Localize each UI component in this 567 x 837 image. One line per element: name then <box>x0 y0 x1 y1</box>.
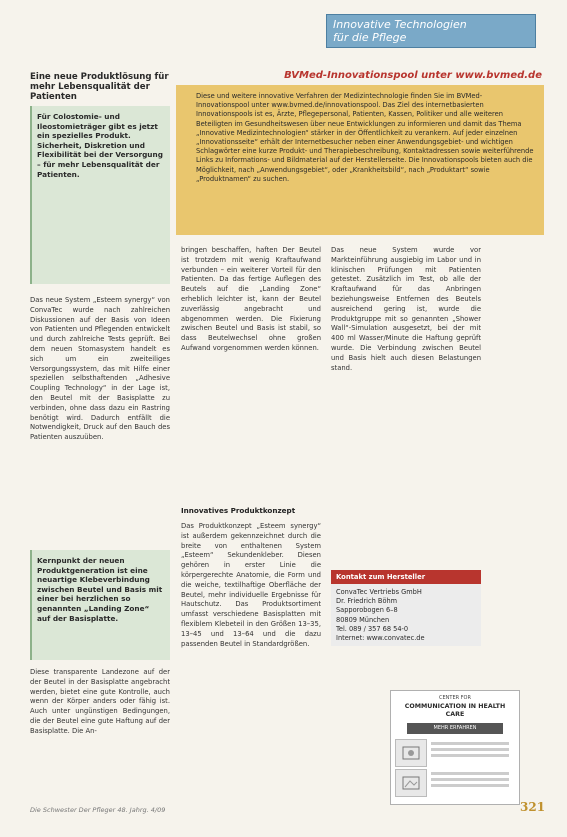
ad-row <box>395 769 515 797</box>
contact-line: 80809 München <box>336 615 390 624</box>
ad-row <box>395 739 515 767</box>
column-2-text: bringen beschaffen, haften Der Beutel ist trotzdem mit wenig Kraftaufwand verbunden – ein weiterer Vorteil für den Patienten. Da das fertige Auflegen des Beutels auf die „Landing Zone“ erheblich leichter ist, kann der Beutel zuverlässig angebracht und abgenommen werden. Die Fixierung zwischen Beutel und Basis ist stabil, so dass Beutelwechsel ohne großen Aufwand vorgenommen werden können. <box>181 246 321 352</box>
masthead-line-2: für die Pflege <box>333 31 407 44</box>
lead-box: Für Colostomie- und Ileostomieträger gibt es jetzt ein spezielles Produkt. Sicherheit, Diskretion und Flexibilität bei der Versorgung – für mehr Lebensqualität der Patienten. <box>30 106 170 284</box>
contact-line: Tel. 089 / 357 68 54-0 <box>336 624 409 633</box>
column-3-text: Das neue System wurde vor Markteinführung ausgiebig im Labor und in klinischen Prüfungen mit Patienten getestet. Zusätzlich im Test, ob alle der Kraftaufwand für das Anbringen beziehungsweise Entfernen des Beutels ausreichend gering ist, wurde die Produktgruppe mit so genannten „Shower Wall“-Simulation ausgesetzt, bei der mit 400 ml Wasser/Minute die Haftung geprüft wurde. Die Verbindung zwischen Beutel und Basis hielt auch diesen Belastungen stand. <box>331 246 481 372</box>
info-box-title: BVMed-Innovationspool unter www.bvmed.de <box>284 70 542 81</box>
contact-line: Internet: www.convatec.de <box>336 634 425 643</box>
column-2-text-2: Das Produktkonzept „Esteem synergy“ ist außerdem gekennzeichnet durch die breite von enthaltenen System „Esteem“ Sekundenkleber. Diesen gehören in erster Linie die körpergerechte Anatomie, die Form und die weiche, textilhaftige Oberfläche der Beutel, mehr individuelle Ergebnisse für Hautschutz. Das Produktsortiment umfasst verschiedene Basisplatten mit flexiblem Klebeteil in den Größen 13–35, 13–45 und 13–64 und die dazu passenden Beutel in Standardgrößen. <box>181 522 321 648</box>
column-2-subhead: Innovatives Produktkonzept <box>181 506 296 515</box>
contact-heading: Kontakt zum Hersteller <box>331 570 481 584</box>
page-number: 321 <box>520 800 546 814</box>
masthead-banner <box>326 14 536 48</box>
ad-logo-icon <box>395 769 427 797</box>
contact-box <box>331 584 481 646</box>
contact-line: ConvaTec Vertriebs GmbH <box>336 588 422 596</box>
masthead-line-1: Innovative Technologien <box>333 18 467 31</box>
column-1-bottom-text: Diese transparente Landezone auf der der Beutel in der Basisplatte angebracht werden, bietet eine gute Kontrolle, auch wenn der Körper anders oder fähig ist. Auch unter ungünstigen Bedingungen, die der Beutel eine gute Haftung auf der Basisplatte. Die An- <box>30 668 170 735</box>
contact-line: Sapporobogen 6–8 <box>336 606 398 615</box>
ad-top-text: CENTER FOR <box>439 695 471 701</box>
contact-line: Dr. Friedrich Böhm <box>336 597 398 606</box>
footer-publication: Die Schwester Der Pfleger 48. Jahrg. 4/09 <box>30 806 166 814</box>
ad-text-lines <box>431 739 509 767</box>
info-box-body: Diese und weitere innovative Verfahren der Medizintechnologie finden Sie im BVMed-Innovationspool unter www.bvmed.de/innovationspool. Das Ziel des internetbasierten Innovationspools ist es, Ärzte, Pflegepersonal, Patienten, Kassen, Politiker und alle weiteren Beteiligten im Gesundheitswesen über neue Entwicklungen zu informieren und damit das Thema „Innovative Medizintechnologien“ stärker in der Öffentlichkeit zu verankern. Auf jeder einzelnen „Innovationsseite“ erhält der Internetbesucher neben einer Anwendungsgebiet- und wichtigen Schlagwörter eine kurze Produkt- und Therapiebeschreibung, Kontaktadressen sowie weiterführende Links zu Informations- und Bildmaterial auf der Herstellerseite. Die Innovationspools bieten auch die Möglichkeit, nach „Anwendungsgebiet“, oder „Krankheitsbild“, nach „Produktart“ sowie „Produktnamen“ zu suchen. <box>196 92 534 183</box>
column-1-text: Das neue System „Esteem synergy“ von ConvaTec wurde nach zahlreichen Diskussionen auf der Basis von Ideen von Patienten und Pflegenden entwickelt und durch zahlreiche Tests geprüft. Bei dem neuen Stomasystem handelt es sich um ein zweiteiliges Versorgungssystem, das mit Hilfe einer speziellen selbsthaftenden „Adhesive Coupling Technology“ in der Lage ist, den Beutel mit der Basisplatte zu verbinden, ohne dass dazu ein Rastring benötigt wird. Dadurch entfällt die Notwendigkeit, Druck auf den Bauch des Patienten auszuüben. <box>30 296 170 442</box>
info-box <box>176 85 544 235</box>
ad-logo-icon <box>395 739 427 767</box>
pull-quote-box: Kernpunkt der neuen Produktgeneration ist eine neuartige Klebeverbindung zwischen Beutel und Basis mit einer bei herzlichen so genannten „Landing Zone“ auf der Basisplatte. <box>30 550 170 660</box>
article-headline: Eine neue Produktlösung für mehr Lebensqualität der Patienten <box>30 72 169 102</box>
ad-button[interactable]: MEHR ERFAHREN <box>407 723 503 734</box>
ad-text-lines <box>431 769 509 797</box>
advertisement[interactable] <box>390 690 520 805</box>
ad-title: COMMUNICATION IN HEALTH CARE <box>404 703 506 718</box>
